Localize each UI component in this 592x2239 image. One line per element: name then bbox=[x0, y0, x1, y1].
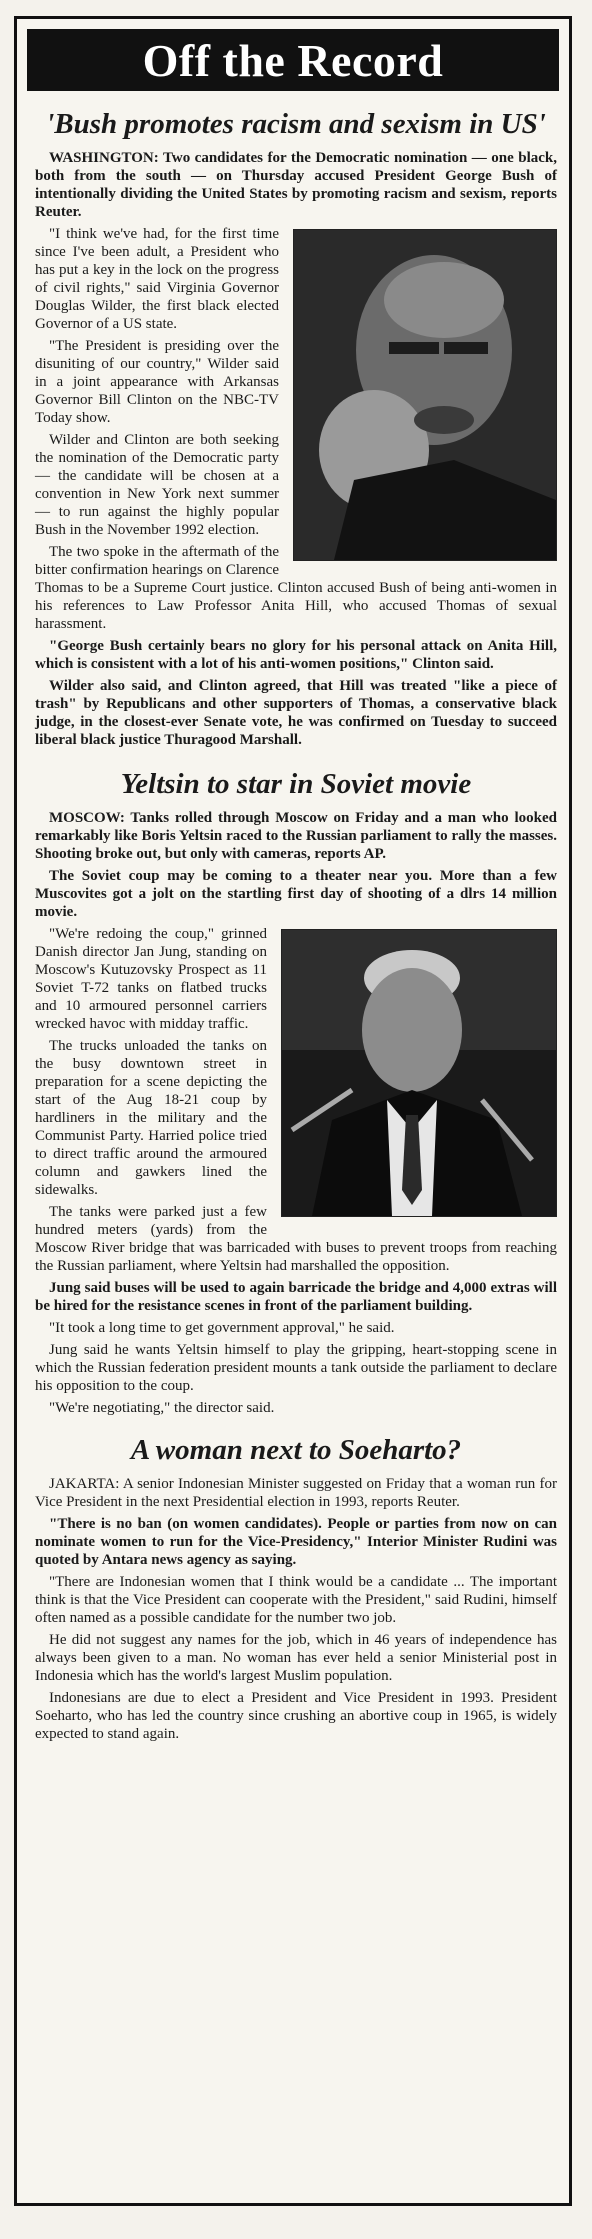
article-soeharto bbox=[35, 1433, 557, 1743]
paragraph: The trucks unloaded the tanks on the busy downtown street in preparation for a scene depicting the start of the Aug 18-21 coup by hardliners in the military and the Communist Party. Harried police tried to direct traffic around the armoured column and gawkers lined the sidewalks. bbox=[35, 1038, 267, 1198]
paragraph: "The President is presiding over the disuniting of our country," Wilder said in a joint appearance with Arkansas Governor Bill Clinton on the NBC-TV Today show. bbox=[35, 338, 279, 426]
paragraph: The Soviet coup may be coming to a theater near you. More than a few Muscovites got a jolt on the startling first day of shooting of a dlrs 14 million movie. bbox=[35, 868, 557, 920]
headline-yeltsin: Yeltsin to star in Soviet movie bbox=[120, 768, 472, 800]
headline-bush: 'Bush promotes racism and sexism in US' bbox=[46, 108, 546, 140]
dateline: WASHINGTON: bbox=[49, 150, 159, 166]
photo-george-bush bbox=[293, 229, 557, 561]
paragraph: "We're redoing the coup," grinned Danish director Jan Jung, standing on Moscow's Kutuzovsky Prospect as 11 Soviet T-72 tanks on flatbed trucks and 10 armoured personnel carriers wrecked havoc with midday traffic. bbox=[35, 926, 267, 1032]
newspaper-clipping bbox=[14, 16, 572, 2206]
lead-text: A senior Indonesian Minister suggested on Friday that a woman run for Vice President in the next Presidential election in 1993, reports Reuter. bbox=[35, 1476, 557, 1510]
paragraph: "It took a long time to get government approval," he said. bbox=[49, 1320, 395, 1336]
paragraph: "There are Indonesian women that I think would be a candidate ... The important think is that the Vice President can cooperate with the President," said Rudini, himself often named as a possible candidate for the number two job. bbox=[35, 1574, 557, 1626]
yeltsin-portrait-image bbox=[282, 930, 556, 1216]
paragraph: The tanks were parked just a few hundred meters (yards) from the Moscow River bridge that was barricaded with buses to prevent troops from reaching the Russian parliament, where Yeltsin had marshalled the opposition. bbox=[35, 1204, 557, 1274]
dateline: MOSCOW: bbox=[49, 810, 125, 826]
dateline: JAKARTA: bbox=[49, 1476, 120, 1492]
paragraph: Jung said buses will be used to again barricade the bridge and 4,000 extras will be hired for the resistance scenes in front of the parliament building. bbox=[35, 1280, 557, 1314]
article-bush bbox=[35, 107, 557, 749]
bush-portrait-image bbox=[294, 230, 556, 560]
paragraph: He did not suggest any names for the job, which in 46 years of independence has always been given to a man. No woman has ever held a senior Ministerial post in Indonesia which has the world's largest Muslim population. bbox=[35, 1632, 557, 1684]
lead-text: Two candidates for the Democratic nomination — one black, both from the south — on Thursday accused President George Bush of intentionally dividing the United States by promoting racism and sexism, reports Reuter. bbox=[35, 150, 557, 220]
column-content bbox=[17, 107, 569, 1743]
paragraph: The two spoke in the aftermath of the bitter confirmation hearings on Clarence Thomas to be a Supreme Court justice. Clinton accused Bush of being anti-women in his references to Law Professor Anita Hill, who accused Thomas of sexual harassment. bbox=[35, 544, 557, 632]
photo-boris-yeltsin bbox=[281, 929, 557, 1217]
paragraph: Wilder also said, and Clinton agreed, that Hill was treated "like a piece of trash" by Republicans and other supporters of Thomas, a conservative black judge, in the closest-ever Senate vote, he was confirmed on Tuesday to succeed liberal black justice Thuragood Marshall. bbox=[35, 678, 557, 748]
paragraph: "There is no ban (on women candidates). People or parties from now on can nominate women to run for the Vice-Presidency," Interior Minister Rudini was quoted by Antara news agency as saying. bbox=[35, 1516, 557, 1568]
headline-soeharto: A woman next to Soeharto? bbox=[130, 1434, 462, 1466]
lead-text: Tanks rolled through Moscow on Friday and a man who looked remarkably like Boris Yeltsin raced to the Russian parliament to rally the masses. Shooting broke out, but only with cameras, reports AP. bbox=[35, 810, 557, 862]
paragraph: Jung said he wants Yeltsin himself to play the gripping, heart-stopping scene in which the Russian federation president mounts a tank outside the parliament to declare his opposition to the coup. bbox=[35, 1342, 557, 1394]
banner-title: Off the Record bbox=[142, 34, 444, 86]
lead-paragraph bbox=[35, 1475, 557, 1511]
column-banner bbox=[27, 29, 559, 91]
paragraph: "I think we've had, for the first time since I've been adult, a President who has put a key in the lock on the progress of civil rights," said Virginia Governor Douglas Wilder, the first black elected Governor of a US state. bbox=[35, 226, 279, 332]
lead-paragraph bbox=[35, 149, 557, 221]
paragraph: "George Bush certainly bears no glory for his personal attack on Anita Hill, which is consistent with a lot of his anti-women positions," Clinton said. bbox=[35, 638, 557, 672]
paragraph: Wilder and Clinton are both seeking the nomination of the Democratic party— the candidate will be chosen at a convention in New York next summer — to run against the highly popular Bush in the November 1992 election. bbox=[35, 432, 279, 538]
paragraph: "We're negotiating," the director said. bbox=[49, 1400, 275, 1416]
article-yeltsin bbox=[35, 767, 557, 1417]
paragraph: Indonesians are due to elect a President and Vice President in 1993. President Soeharto, who has led the country since crushing an abortive coup in 1965, is widely expected to stand again. bbox=[35, 1690, 557, 1742]
lead-paragraph bbox=[35, 809, 557, 863]
